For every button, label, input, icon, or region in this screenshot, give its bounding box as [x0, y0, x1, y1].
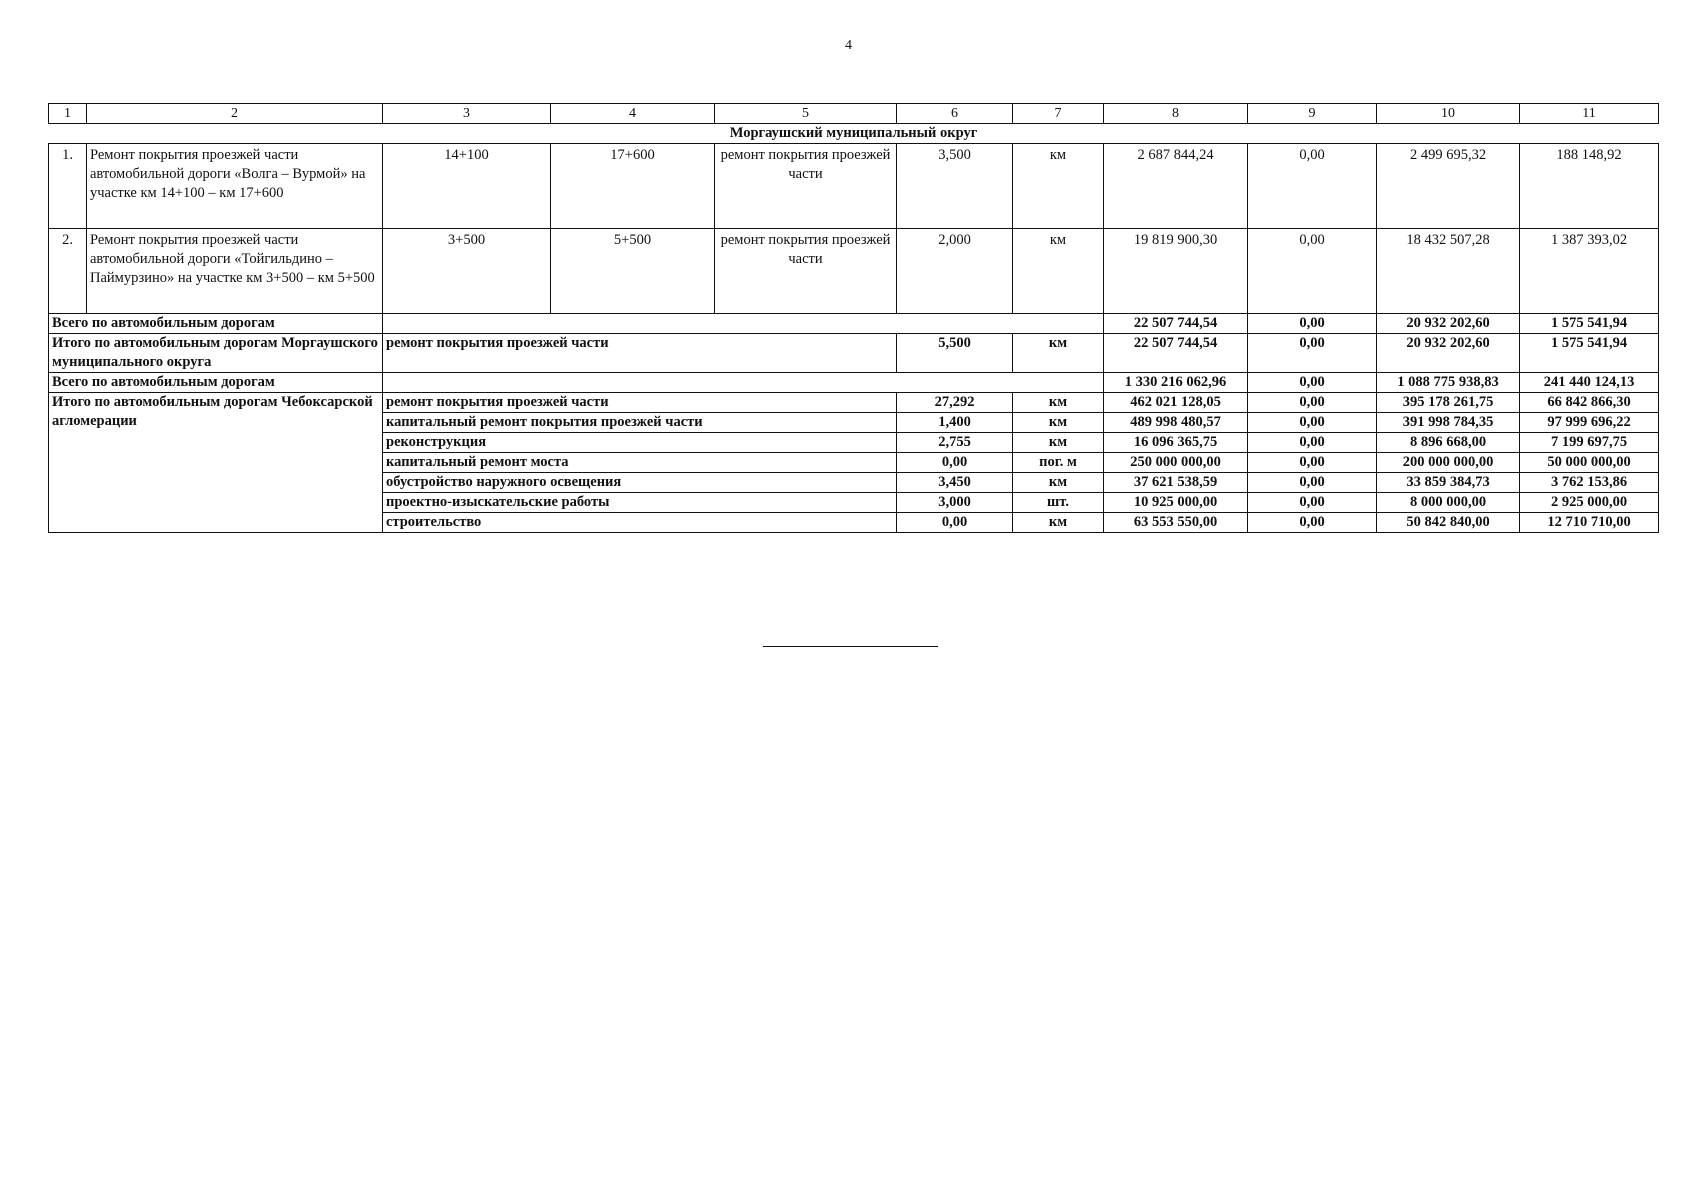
header-col-6: 6	[897, 104, 1013, 124]
total-all-empty	[383, 373, 1104, 393]
total-row	[49, 314, 1659, 334]
ag-total: 16 096 365,75	[1104, 433, 1248, 453]
item-total: 2 687 844,24	[1104, 144, 1248, 229]
page-number: 4	[845, 38, 852, 53]
itogo-morgaush-label: Итого по автомобильным дорогам Моргаушского муниципального округа	[49, 334, 383, 373]
ag-total: 10 925 000,00	[1104, 493, 1248, 513]
itogo-morgaush-row	[49, 334, 1659, 373]
header-row	[49, 104, 1659, 124]
table-row	[49, 229, 1659, 314]
item-end-km: 17+600	[551, 144, 715, 229]
item-total: 19 819 900,30	[1104, 229, 1248, 314]
ag-total: 489 998 480,57	[1104, 413, 1248, 433]
ag-total: 462 021 128,05	[1104, 393, 1248, 413]
ag-total: 250 000 000,00	[1104, 453, 1248, 473]
item-work-type: ремонт покрытия проезжей части	[715, 229, 897, 314]
header-col-4: 4	[551, 104, 715, 124]
ag-col10: 391 998 784,35	[1377, 413, 1520, 433]
itogo-morgaush-total: 22 507 744,54	[1104, 334, 1248, 373]
item-col9: 0,00	[1248, 144, 1377, 229]
ag-col10: 200 000 000,00	[1377, 453, 1520, 473]
item-start-km: 3+500	[383, 229, 551, 314]
ag-col10: 395 178 261,75	[1377, 393, 1520, 413]
total-all-row	[49, 373, 1659, 393]
item-col11: 1 387 393,02	[1520, 229, 1659, 314]
ag-unit: шт.	[1013, 493, 1104, 513]
ag-qty: 1,400	[897, 413, 1013, 433]
total-all-col11: 241 440 124,13	[1520, 373, 1659, 393]
item-unit: км	[1013, 144, 1104, 229]
ag-qty: 27,292	[897, 393, 1013, 413]
header-col-8: 8	[1104, 104, 1248, 124]
agglomeration-label: Итого по автомобильным дорогам Чебоксарской агломерации	[49, 393, 383, 533]
total-all-col10: 1 088 775 938,83	[1377, 373, 1520, 393]
total-sum: 22 507 744,54	[1104, 314, 1248, 334]
ag-col10: 33 859 384,73	[1377, 473, 1520, 493]
ag-col11: 12 710 710,00	[1520, 513, 1659, 533]
ag-qty: 3,450	[897, 473, 1013, 493]
itogo-morgaush-col10: 20 932 202,60	[1377, 334, 1520, 373]
ag-col11: 97 999 696,22	[1520, 413, 1659, 433]
header-col-11: 11	[1520, 104, 1659, 124]
ag-work: ремонт покрытия проезжей части	[383, 393, 897, 413]
item-end-km: 5+500	[551, 229, 715, 314]
ag-work: строительство	[383, 513, 897, 533]
item-col11: 188 148,92	[1520, 144, 1659, 229]
table-row	[49, 393, 1659, 413]
header-col-10: 10	[1377, 104, 1520, 124]
table-row	[49, 144, 1659, 229]
ag-qty: 0,00	[897, 453, 1013, 473]
item-work-type: ремонт покрытия проезжей части	[715, 144, 897, 229]
item-start-km: 14+100	[383, 144, 551, 229]
header-col-7: 7	[1013, 104, 1104, 124]
item-number: 2.	[49, 229, 87, 314]
ag-work: капитальный ремонт моста	[383, 453, 897, 473]
ag-col11: 2 925 000,00	[1520, 493, 1659, 513]
total-label: Всего по автомобильным дорогам	[49, 314, 383, 334]
header-col-2: 2	[87, 104, 383, 124]
itogo-morgaush-qty: 5,500	[897, 334, 1013, 373]
item-quantity: 2,000	[897, 229, 1013, 314]
header-col-5: 5	[715, 104, 897, 124]
ag-col11: 50 000 000,00	[1520, 453, 1659, 473]
total-all-sum: 1 330 216 062,96	[1104, 373, 1248, 393]
item-col10: 18 432 507,28	[1377, 229, 1520, 314]
ag-col9: 0,00	[1248, 513, 1377, 533]
item-number: 1.	[49, 144, 87, 229]
item-col10: 2 499 695,32	[1377, 144, 1520, 229]
ag-col9: 0,00	[1248, 413, 1377, 433]
ag-work: обустройство наружного освещения	[383, 473, 897, 493]
ag-col11: 3 762 153,86	[1520, 473, 1659, 493]
section-row	[49, 124, 1659, 144]
ag-work: проектно-изыскательские работы	[383, 493, 897, 513]
ag-col9: 0,00	[1248, 473, 1377, 493]
ag-col9: 0,00	[1248, 393, 1377, 413]
ag-unit: пог. м	[1013, 453, 1104, 473]
total-all-col9: 0,00	[1248, 373, 1377, 393]
ag-work: реконструкция	[383, 433, 897, 453]
ag-qty: 2,755	[897, 433, 1013, 453]
ag-total: 63 553 550,00	[1104, 513, 1248, 533]
ag-unit: км	[1013, 433, 1104, 453]
item-col9: 0,00	[1248, 229, 1377, 314]
total-col10: 20 932 202,60	[1377, 314, 1520, 334]
item-quantity: 3,500	[897, 144, 1013, 229]
ag-unit: км	[1013, 413, 1104, 433]
ag-col10: 8 000 000,00	[1377, 493, 1520, 513]
ag-total: 37 621 538,59	[1104, 473, 1248, 493]
ag-col9: 0,00	[1248, 433, 1377, 453]
ag-col11: 66 842 866,30	[1520, 393, 1659, 413]
total-all-label: Всего по автомобильным дорогам	[49, 373, 383, 393]
ag-col9: 0,00	[1248, 493, 1377, 513]
header-col-3: 3	[383, 104, 551, 124]
ag-col11: 7 199 697,75	[1520, 433, 1659, 453]
ag-col10: 8 896 668,00	[1377, 433, 1520, 453]
item-name: Ремонт покрытия проезжей части автомобильной дороги «Волга – Вурмой» на участке км 14+100 – км 17+600	[87, 144, 383, 229]
item-name: Ремонт покрытия проезжей части автомобильной дороги «Тойгильдино – Паймурзино» на участке км 3+500 – км 5+500	[87, 229, 383, 314]
ag-qty: 0,00	[897, 513, 1013, 533]
section-title: Моргаушский муниципальный округ	[49, 124, 1659, 144]
ag-unit: км	[1013, 473, 1104, 493]
ag-unit: км	[1013, 393, 1104, 413]
total-col9: 0,00	[1248, 314, 1377, 334]
ag-col10: 50 842 840,00	[1377, 513, 1520, 533]
header-col-1: 1	[49, 104, 87, 124]
itogo-morgaush-col11: 1 575 541,94	[1520, 334, 1659, 373]
end-divider-line	[763, 646, 938, 647]
ag-work: капитальный ремонт покрытия проезжей части	[383, 413, 897, 433]
total-empty	[383, 314, 1104, 334]
header-col-9: 9	[1248, 104, 1377, 124]
itogo-morgaush-col9: 0,00	[1248, 334, 1377, 373]
total-col11: 1 575 541,94	[1520, 314, 1659, 334]
ag-unit: км	[1013, 513, 1104, 533]
roads-table	[48, 103, 1659, 533]
ag-qty: 3,000	[897, 493, 1013, 513]
itogo-morgaush-unit: км	[1013, 334, 1104, 373]
item-unit: км	[1013, 229, 1104, 314]
itogo-morgaush-work: ремонт покрытия проезжей части	[383, 334, 897, 373]
ag-col9: 0,00	[1248, 453, 1377, 473]
